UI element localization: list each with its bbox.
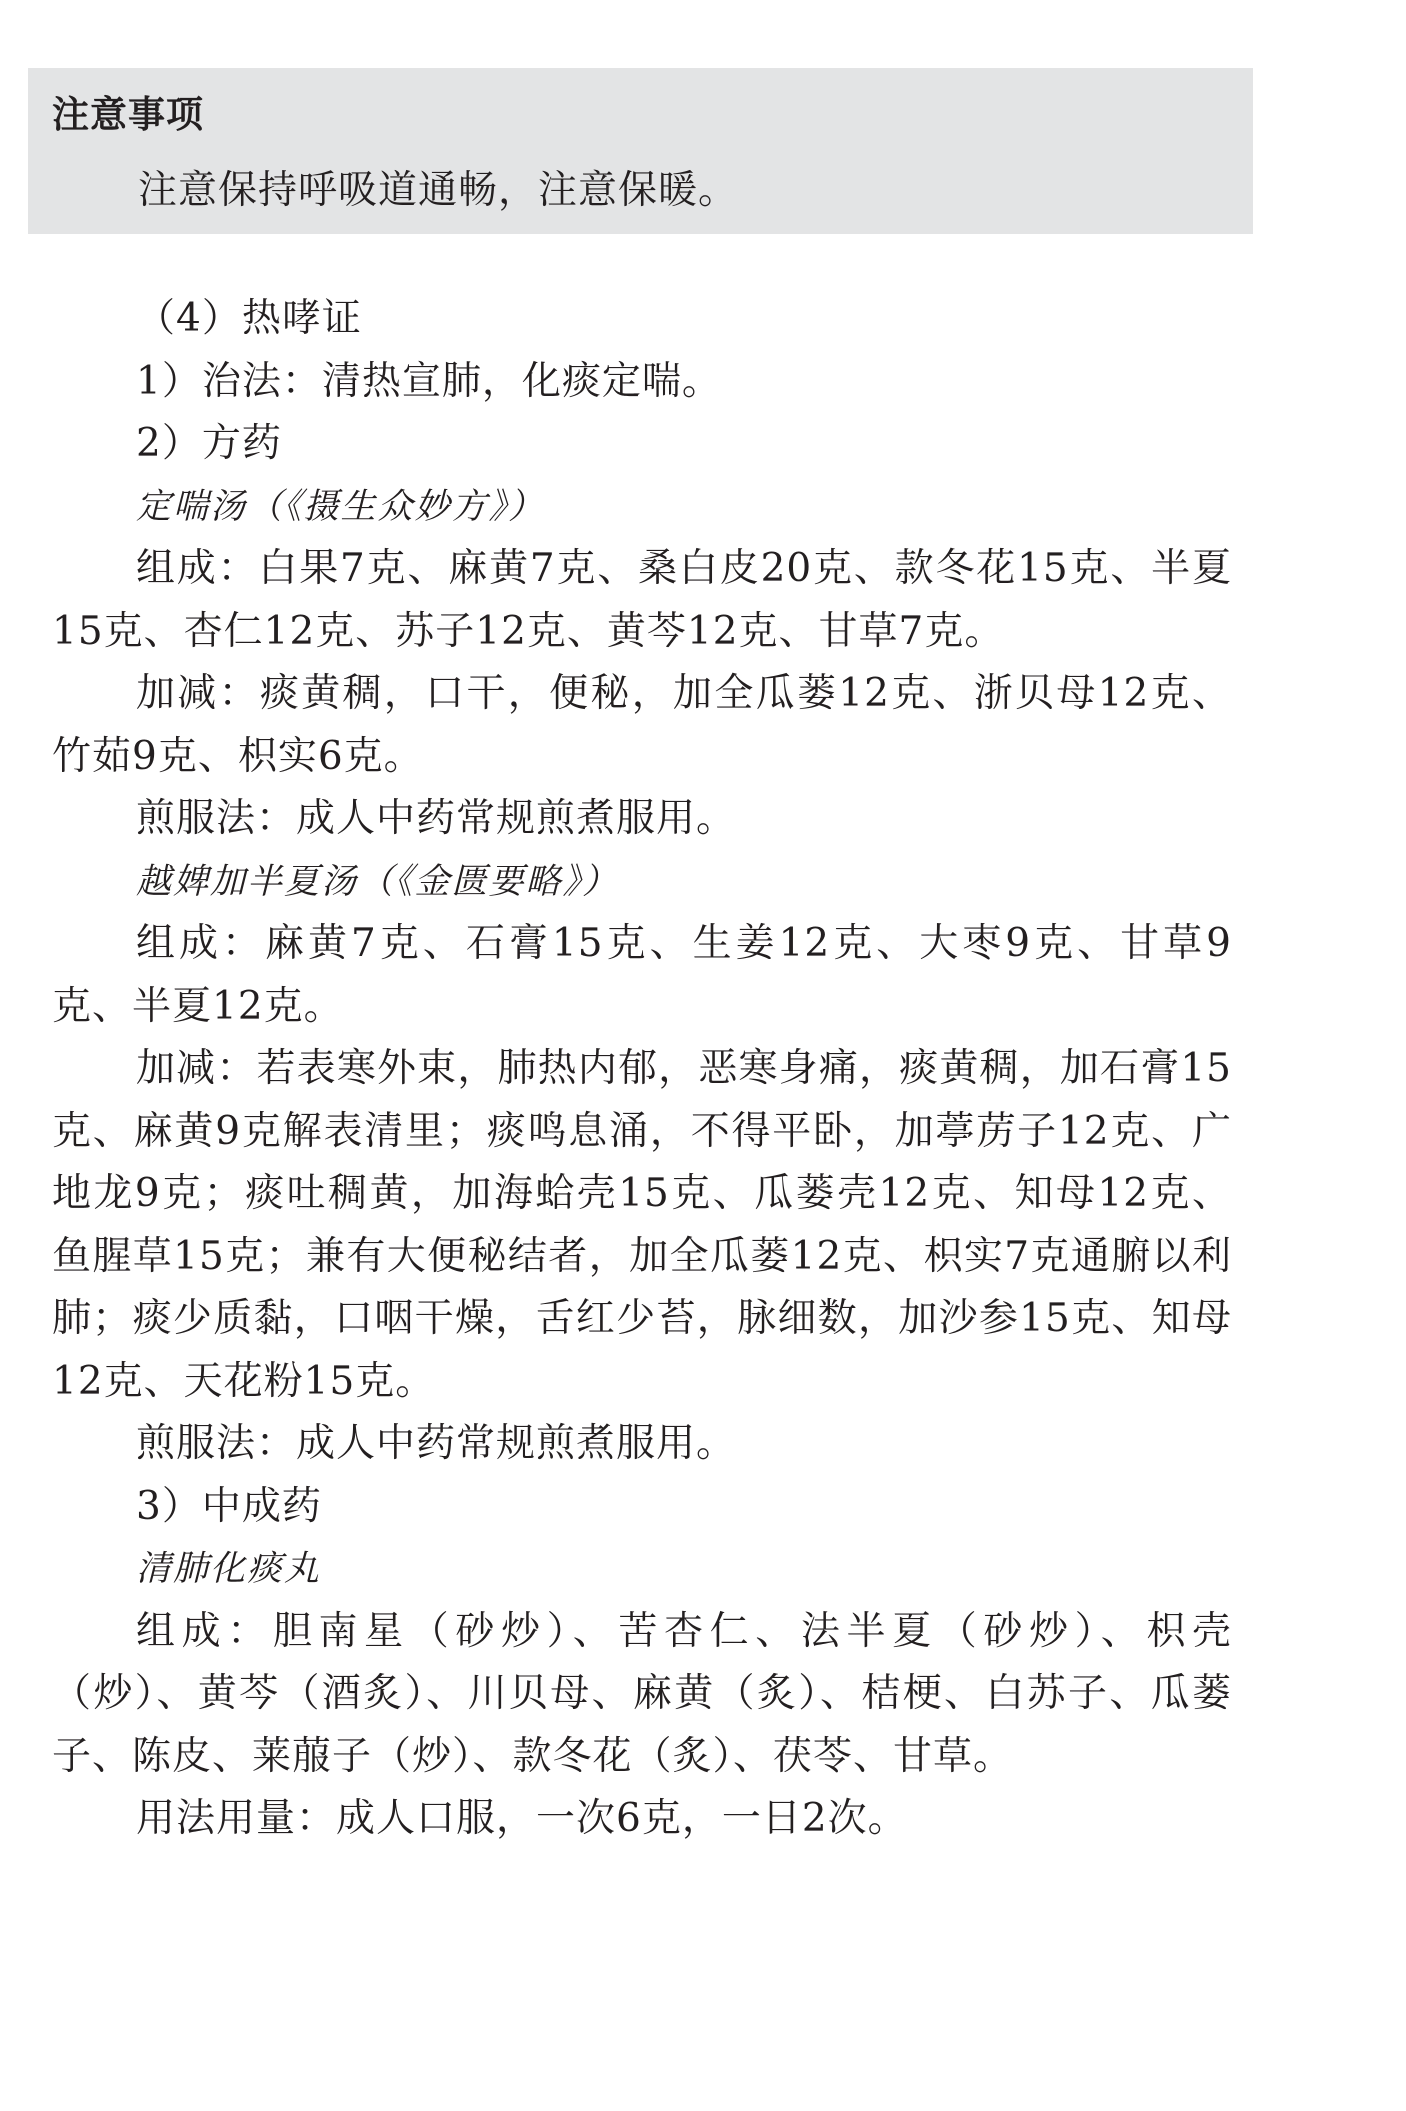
- formula-modification: 加减：若表寒外束，肺热内郁，恶寒身痛，痰黄稠，加石膏15克、麻黄9克解表清里；痰鸣息涌，不得平卧，加葶苈子12克、广地龙9克；痰吐稠黄，加海蛤壳15克、瓜蒌壳12克、知母12克、鱼腥草15克；兼有大便秘结者，加全瓜蒌12克、枳实7克通腑以利肺；痰少质黏，口咽干燥，舌红少苔，脉细数，加沙参15克、知母12克、天花粉15克。: [52, 1046, 1232, 1404]
- patent-medicine-name: 清肺化痰丸: [136, 1549, 322, 1589]
- formula-modification: 加减：痰黄稠，口干，便秘，加全瓜蒌12克、浙贝母12克、竹茹9克、枳实6克。: [52, 671, 1232, 779]
- notice-box: [28, 68, 1253, 234]
- notice-title: 注意事项: [52, 93, 204, 136]
- formula-composition: 组成：麻黄7克、石膏15克、生姜12克、大枣9克、甘草9克、半夏12克。: [52, 921, 1232, 1029]
- formula-name: 越婢加半夏汤（《金匮要略》）: [136, 861, 620, 902]
- patent-medicine-composition: 组成：胆南星（砂炒）、苦杏仁、法半夏（砂炒）、枳壳（炒）、黄芩（酒炙）、川贝母、麻黄（炙）、桔梗、白苏子、瓜蒌子、陈皮、莱菔子（炒）、款冬花（炙）、茯苓、甘草。: [52, 1608, 1232, 1779]
- patent-medicine-heading: 3）中成药: [136, 1483, 322, 1529]
- formula-decoction: 煎服法：成人中药常规煎煮服用。: [136, 796, 737, 841]
- section-heading: （4）热哮证: [136, 296, 362, 341]
- main-content: [52, 288, 1232, 1851]
- formula-composition: 组成：白果7克、麻黄7克、桑白皮20克、款冬花15克、半夏15克、杏仁12克、苏子12克、黄芩12克、甘草7克。: [52, 546, 1232, 654]
- patent-medicine-usage: 用法用量：成人口服，一次6克，一日2次。: [136, 1796, 908, 1841]
- treatment-principle: 1）治法：清热宣肺，化痰定喘。: [136, 358, 722, 404]
- prescriptions-heading: 2）方药: [136, 421, 282, 466]
- formula-decoction: 煎服法：成人中药常规煎煮服用。: [136, 1421, 737, 1466]
- formula-name: 定喘汤（《摄生众妙方》）: [136, 486, 546, 527]
- notice-body: 注意保持呼吸道通畅，注意保暖。: [138, 168, 739, 213]
